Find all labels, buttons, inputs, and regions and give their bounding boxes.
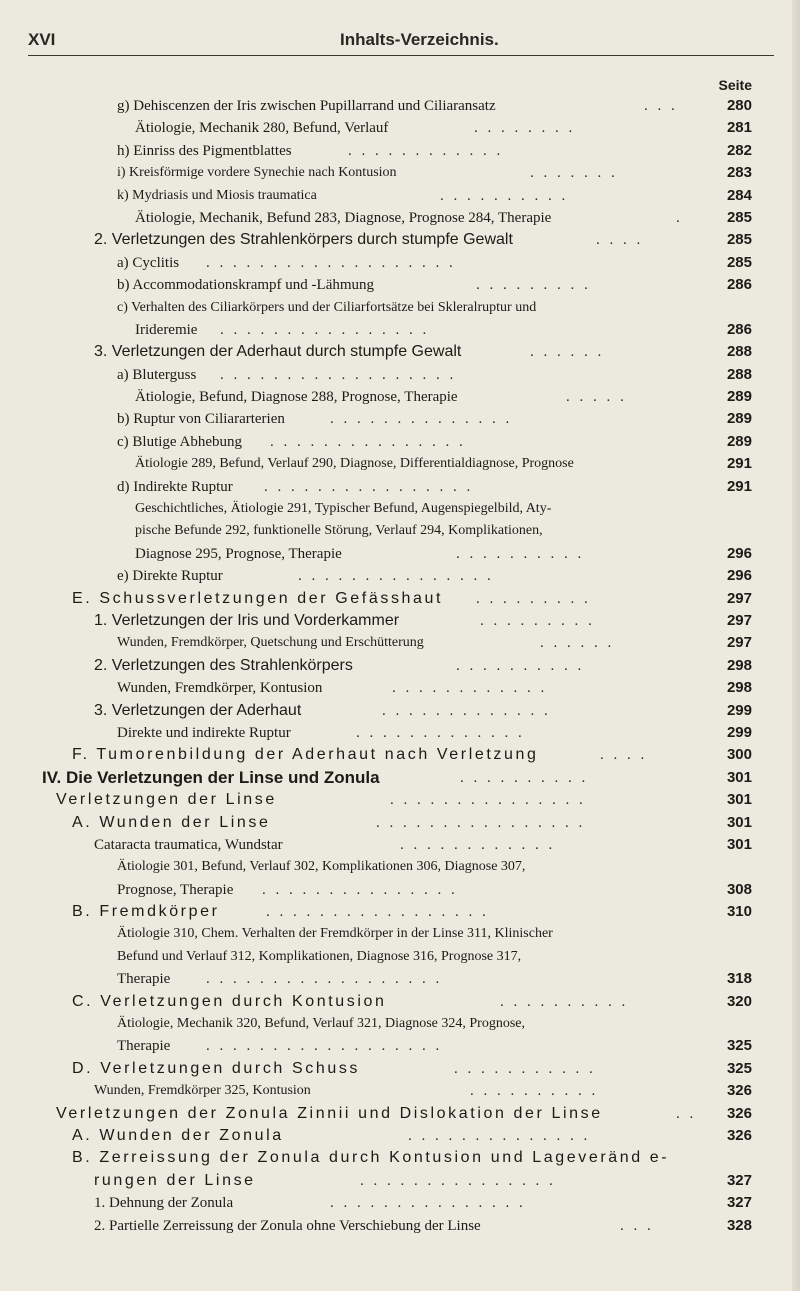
entry-text: Cataracta traumatica, Wundstar — [94, 836, 283, 853]
toc-entry[interactable] — [0, 520, 800, 542]
entry-leader: . . . . . . . . . . — [470, 1083, 599, 1100]
entry-page: 327 — [726, 1171, 752, 1189]
entry-page: 326 — [726, 1082, 752, 1100]
entry-page: 320 — [726, 992, 752, 1010]
entry-text: Verletzungen der Zonula Zinnii und Dislokation der Linse — [56, 1104, 603, 1122]
entry-text: rungen der Linse — [94, 1171, 256, 1189]
entry-text: A. Wunden der Linse — [72, 813, 271, 831]
entry-page: 299 — [726, 723, 752, 741]
toc-entry[interactable] — [0, 1035, 800, 1057]
entry-text: 2. Verletzungen des Strahlenkörpers durch stumpfe Gewalt — [94, 231, 513, 249]
entry-page: 283 — [726, 164, 752, 182]
toc-entry[interactable] — [0, 543, 800, 565]
entry-text: Befund und Verlauf 312, Komplikationen, Diagnose 316, Prognose 317, — [117, 948, 522, 964]
entry-page: 327 — [726, 1194, 752, 1212]
entry-text: g) Dehiscenzen der Iris zwischen Pupillarrand und Ciliaransatz — [117, 98, 496, 114]
toc-entry[interactable] — [0, 453, 800, 475]
entry-leader: . . . . . . . . . . . . . . . — [270, 433, 466, 450]
toc-entry[interactable] — [0, 229, 800, 251]
entry-leader: . . . — [644, 98, 678, 114]
entry-leader: . . . . . . . . . . . . . . . . . — [266, 904, 489, 921]
entry-leader: . . . . . . . . . . . . . . . . . . . — [206, 254, 456, 271]
entry-leader: . . . . . . — [530, 344, 605, 361]
toc-entry[interactable] — [0, 341, 800, 363]
entry-text: B. Zerreissung der Zonula durch Kontusion und Lageveränd e- — [72, 1149, 670, 1167]
entry-leader: . . — [676, 1105, 697, 1122]
entry-page: 325 — [726, 1037, 752, 1055]
entry-text: pische Befunde 292, funktionelle Störung, Verlauf 294, Komplikationen, — [135, 523, 543, 539]
toc-entry[interactable] — [0, 431, 800, 453]
toc-entry[interactable] — [0, 655, 800, 677]
toc-list — [0, 95, 800, 1237]
entry-text: 1. Dehnung der Zonula — [94, 1195, 234, 1212]
entry-page: 280 — [726, 97, 752, 114]
toc-entry[interactable] — [0, 252, 800, 274]
entry-text: k) Mydriasis und Miosis traumatica — [117, 187, 317, 203]
entry-text: F. Tumorenbildung der Aderhaut nach Verletzung — [72, 746, 539, 764]
entry-leader: . . . . . . . . . — [480, 612, 595, 629]
entry-text: c) Verhalten des Ciliarkörpers und der Ciliarfortsätze bei Skleralruptur und — [117, 299, 537, 315]
entry-page: 285 — [726, 208, 752, 226]
entry-page: 288 — [726, 365, 752, 383]
toc-entry[interactable] — [0, 901, 800, 923]
entry-page: 298 — [726, 656, 752, 674]
toc-entry[interactable] — [0, 207, 800, 229]
entry-text: Ätiologie 289, Befund, Verlauf 290, Diagnose, Differentialdiagnose, Prognose — [135, 456, 574, 472]
header-rule — [28, 55, 774, 56]
page-header — [28, 28, 772, 52]
entry-page: 300 — [726, 746, 752, 764]
entry-leader: . . . . . . . . . . — [460, 769, 589, 786]
entry-page: 285 — [726, 253, 752, 271]
entry-page: 297 — [726, 589, 752, 607]
entry-text: h) Einriss des Pigmentblattes — [117, 142, 292, 159]
toc-entry[interactable] — [0, 1058, 800, 1080]
entry-text: Ätiologie 310, Chem. Verhalten der Fremdkörper in der Linse 311, Klinischer — [117, 926, 553, 942]
toc-entry[interactable] — [0, 923, 800, 945]
entry-text: C. Verletzungen durch Kontusion — [72, 992, 387, 1010]
entry-leader: . . . . . . . . . . . . . . . . — [264, 478, 474, 495]
entry-text: a) Bluterguss — [117, 366, 197, 383]
toc-entry[interactable] — [0, 274, 800, 296]
toc-entry[interactable] — [0, 968, 800, 990]
toc-entry[interactable] — [0, 1013, 800, 1035]
entry-text: Direkte und indirekte Ruptur — [117, 724, 291, 741]
toc-entry[interactable] — [0, 1080, 800, 1102]
entry-text: Ätiologie, Mechanik 320, Befund, Verlauf 321, Diagnose 324, Prognose, — [117, 1016, 526, 1032]
toc-entry[interactable] — [0, 117, 800, 139]
entry-page: 289 — [726, 410, 752, 428]
toc-entry[interactable] — [0, 386, 800, 408]
entry-page: 328 — [726, 1216, 752, 1234]
entry-text: b) Ruptur von Ciliararterien — [117, 411, 285, 428]
entry-text: Wunden, Fremdkörper 325, Kontusion — [94, 1083, 311, 1099]
toc-entry[interactable] — [0, 565, 800, 587]
entry-leader: . . . . . . . . . . . . . . — [330, 411, 513, 428]
entry-leader: . . . . . . — [540, 635, 615, 652]
entry-leader: . — [676, 209, 683, 226]
entry-page: 291 — [726, 455, 752, 473]
toc-entry[interactable] — [0, 610, 800, 632]
entry-leader: . . . . . . . . . . . . . . . . . . — [206, 971, 443, 988]
entry-page: 318 — [726, 970, 752, 988]
entry-leader: . . . . . . . . . . . . . . . . — [376, 814, 586, 831]
entry-text: c) Blutige Abhebung — [117, 433, 242, 450]
entry-text: d) Indirekte Ruptur — [117, 478, 233, 495]
toc-entry[interactable] — [0, 744, 800, 766]
entry-text: 1. Verletzungen der Iris und Vorderkammer — [94, 611, 400, 629]
toc-entry[interactable] — [0, 588, 800, 610]
toc-entry[interactable] — [0, 722, 800, 744]
entry-text: Verletzungen der Linse — [56, 791, 277, 809]
entry-page: 299 — [726, 701, 752, 719]
entry-page: 288 — [726, 343, 752, 361]
entry-page: 326 — [726, 1104, 752, 1122]
entry-page: 285 — [726, 231, 752, 249]
toc-entry[interactable] — [0, 677, 800, 699]
toc-entry[interactable] — [0, 162, 800, 184]
entry-page: 310 — [726, 903, 752, 921]
entry-leader: . . . . . . . . . . . — [454, 1060, 596, 1077]
entry-page: 286 — [726, 320, 752, 338]
entry-text: Therapie — [117, 1038, 171, 1055]
toc-entry[interactable] — [0, 991, 800, 1013]
toc-entry[interactable] — [0, 297, 800, 319]
page-title: Inhalts-Verzeichnis. — [340, 30, 499, 49]
entry-page: 301 — [726, 813, 752, 831]
toc-entry[interactable] — [0, 476, 800, 498]
entry-leader: . . . . . . . . . . . . . . . — [360, 1172, 556, 1189]
entry-leader: . . . . . . . . — [474, 120, 576, 137]
entry-text: D. Verletzungen durch Schuss — [72, 1059, 361, 1077]
entry-text: 2. Partielle Zerreissung der Zonula ohne Verschiebung der Linse — [94, 1217, 481, 1234]
toc-entry[interactable] — [0, 879, 800, 901]
entry-page: 282 — [726, 141, 752, 159]
toc-entry[interactable] — [0, 1147, 800, 1169]
entry-text: Diagnose 295, Prognose, Therapie — [135, 545, 342, 562]
toc-entry[interactable] — [0, 789, 800, 811]
toc-entry[interactable] — [0, 498, 800, 520]
entry-leader: . . . . . . . . . . . . . . . — [390, 792, 586, 809]
entry-leader: . . . . . . . . . . . . — [348, 142, 504, 159]
entry-text: e) Direkte Ruptur — [117, 568, 223, 585]
entry-text: Ätiologie 301, Befund, Verlauf 302, Komplikationen 306, Diagnose 307, — [117, 859, 526, 875]
entry-leader: . . . . . . . . . . — [456, 545, 585, 562]
toc-entry[interactable] — [0, 408, 800, 430]
entry-page: 281 — [726, 119, 752, 137]
entry-page: 325 — [726, 1059, 752, 1077]
page-number: XVI — [28, 30, 56, 49]
entry-text: a) Cyclitis — [117, 254, 180, 271]
entry-text: i) Kreisförmige vordere Synechie nach Kontusion — [117, 165, 397, 181]
entry-page: 301 — [726, 768, 752, 786]
entry-page: 298 — [726, 679, 752, 697]
entry-leader: . . . . . . . . . — [476, 277, 591, 294]
entry-text: Geschichtliches, Ätiologie 291, Typischer Befund, Augenspiegelbild, Aty- — [135, 501, 552, 517]
toc-entry[interactable] — [0, 1125, 800, 1147]
entry-page: 296 — [726, 567, 752, 585]
entry-page: 284 — [726, 186, 752, 204]
entry-leader: . . . . . . . . . . . . . . . . . . — [206, 1038, 443, 1055]
entry-text: E. Schussverletzungen der Gefässhaut — [72, 589, 444, 607]
toc-entry[interactable] — [0, 767, 800, 789]
entry-page: 297 — [726, 611, 752, 629]
toc-entry[interactable] — [0, 95, 800, 117]
entry-leader: . . . . . . . . . . . . . . . . — [220, 321, 430, 338]
entry-page: 308 — [726, 880, 752, 898]
entry-leader: . . . . — [596, 232, 644, 249]
entry-leader: . . . . . . . . . . . . . — [356, 724, 525, 741]
toc-entry[interactable] — [0, 319, 800, 341]
toc-entry[interactable] — [0, 834, 800, 856]
entry-page: 326 — [726, 1126, 752, 1144]
entry-text: Ätiologie, Mechanik, Befund 283, Diagnose, Prognose 284, Therapie — [135, 209, 552, 226]
toc-entry[interactable] — [0, 1170, 800, 1192]
entry-text: Irideremie — [135, 321, 198, 338]
toc-entry[interactable] — [0, 632, 800, 654]
entry-text: Ätiologie, Mechanik 280, Befund, Verlauf — [135, 120, 389, 137]
entry-page: 291 — [726, 477, 752, 495]
entry-leader: . . . . . . . . . . . . — [392, 680, 548, 697]
entry-text: 2. Verletzungen des Strahlenkörpers — [94, 656, 353, 674]
seite-column-label: Seite — [718, 77, 752, 93]
entry-leader: . . . . — [600, 747, 648, 764]
entry-page: 297 — [726, 634, 752, 652]
entry-leader: . . . . . . . . . . . . . — [382, 702, 551, 719]
entry-leader: . . . . . . . . . . . . . . — [408, 1127, 591, 1144]
entry-leader: . . . . . . . . . . . . . . . — [330, 1195, 526, 1212]
toc-entry[interactable] — [0, 812, 800, 834]
entry-text: 3. Verletzungen der Aderhaut durch stumpfe Gewalt — [94, 343, 462, 361]
entry-leader: . . . . . . . . . . . . . . . — [262, 881, 458, 898]
entry-leader: . . . — [620, 1217, 654, 1234]
entry-page: 286 — [726, 276, 752, 294]
toc-entry[interactable] — [0, 700, 800, 722]
entry-page: 289 — [726, 432, 752, 450]
entry-leader: . . . . . . . . . . . . . . . — [298, 568, 494, 585]
toc-entry[interactable] — [0, 364, 800, 386]
entry-leader: . . . . . . . . . — [476, 590, 591, 607]
toc-entry[interactable] — [0, 140, 800, 162]
toc-entry[interactable] — [0, 946, 800, 968]
entry-leader: . . . . . — [566, 389, 627, 406]
entry-leader: . . . . . . . . . . . . . . . . . . — [220, 366, 457, 383]
entry-text: 3. Verletzungen der Aderhaut — [94, 701, 302, 719]
entry-leader: . . . . . . . — [530, 165, 618, 182]
entry-leader: . . . . . . . . . . — [440, 187, 569, 204]
entry-text: A. Wunden der Zonula — [72, 1126, 284, 1144]
entry-text: b) Accommodationskrampf und -Lähmung — [117, 277, 375, 294]
toc-entry[interactable] — [0, 1103, 800, 1125]
entry-text: IV. Die Verletzungen der Linse und Zonula — [42, 767, 380, 787]
entry-text: Prognose, Therapie — [117, 881, 234, 898]
entry-text: Wunden, Fremdkörper, Kontusion — [117, 680, 323, 697]
toc-entry[interactable] — [0, 856, 800, 878]
toc-entry[interactable] — [0, 1215, 800, 1237]
entry-text: Wunden, Fremdkörper, Quetschung und Erschütterung — [117, 635, 424, 651]
entry-page: 289 — [726, 388, 752, 406]
entry-leader: . . . . . . . . . . . . — [400, 836, 556, 853]
toc-entry[interactable] — [0, 185, 800, 207]
entry-page: 301 — [726, 835, 752, 853]
entry-text: Therapie — [117, 971, 171, 988]
entry-page: 301 — [726, 791, 752, 809]
toc-entry[interactable] — [0, 1192, 800, 1214]
entry-text: B. Fremdkörper — [72, 903, 220, 921]
entry-leader: . . . . . . . . . . — [500, 993, 629, 1010]
entry-text: Ätiologie, Befund, Diagnose 288, Prognose, Therapie — [135, 389, 458, 406]
entry-page: 296 — [726, 544, 752, 562]
entry-leader: . . . . . . . . . . — [456, 657, 585, 674]
